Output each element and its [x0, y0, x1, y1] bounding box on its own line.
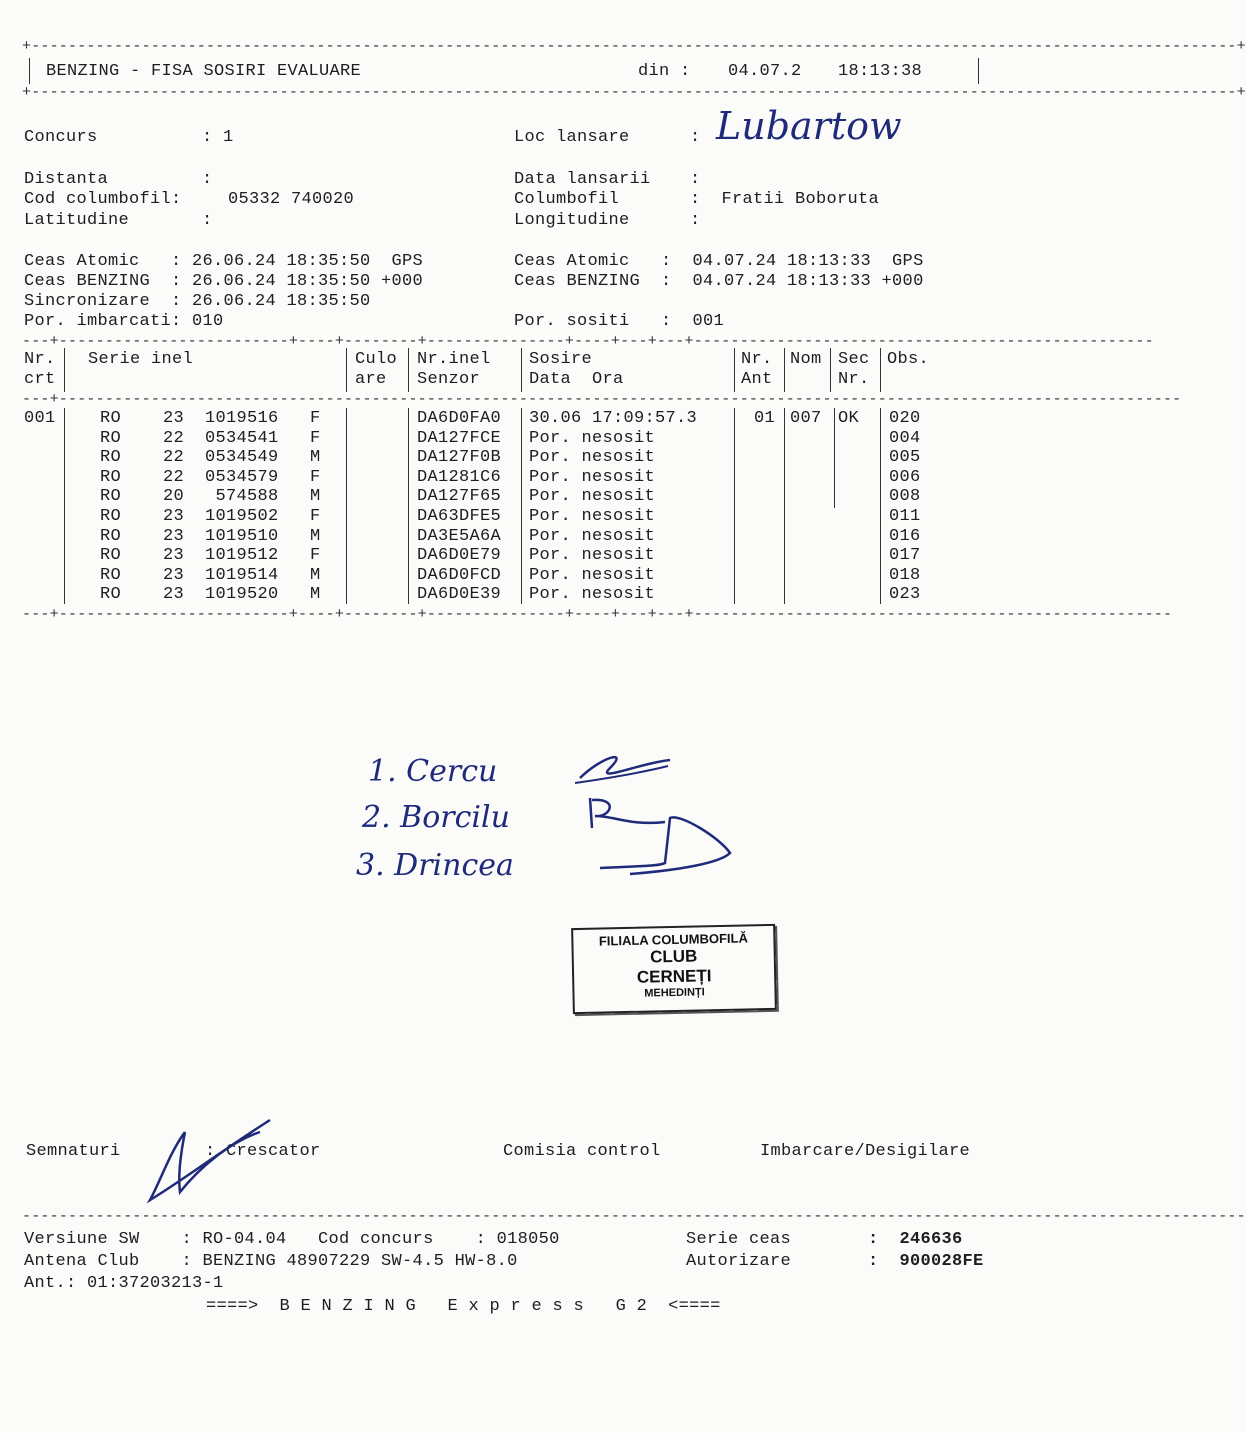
cell-obs: 020: [889, 409, 921, 428]
th-obs: Obs.: [887, 350, 930, 369]
cell-ring: RO 23 1019514 M: [100, 565, 321, 585]
cell-sosire: Por. nesosit: [529, 448, 656, 468]
cell-obs: 005: [889, 448, 921, 468]
cell-senzor: DA6D0FA0: [417, 409, 502, 428]
header-border-right: [978, 58, 979, 84]
distanta-value: :: [202, 170, 213, 189]
cell-obs: 017: [889, 546, 921, 566]
stamp-line-2: CLUB: [649, 946, 698, 967]
stamp-line-3: CERNEȚI: [636, 966, 712, 987]
imbarcare-label: Imbarcare/Desigilare: [760, 1142, 971, 1161]
col-sep: [734, 408, 735, 604]
cell-senzor: DA127FCE: [417, 428, 502, 448]
col-sep: [521, 348, 522, 392]
concurs-value: : 1: [202, 128, 234, 147]
data-lansarii-label: Data lansarii: [514, 170, 651, 189]
th-ant: Ant: [741, 370, 773, 389]
cell-senzor: DA1281C6: [417, 467, 502, 487]
th-are: are: [355, 370, 387, 389]
benzing-express-banner: ====> B E N Z I N G E x p r e s s G 2 <====: [206, 1297, 721, 1316]
cell-senzor: DA6D0E39: [417, 585, 502, 605]
header-border-left: [29, 58, 30, 84]
cell-ring: RO 23 1019502 F: [100, 507, 321, 526]
table-border-bottom: ---+-------------------------+----+--------+---------------+----+---+---+----------------------------------------------------: [22, 606, 1173, 623]
data-lansarii-value: :: [690, 170, 701, 189]
th-nr: Nr.: [24, 350, 56, 369]
cell-sosire: Por. nesosit: [529, 585, 656, 605]
th-culo: Culo: [355, 350, 398, 369]
clock-right-4: Por. sositi : 001: [514, 312, 725, 331]
cell-sosire: Por. nesosit: [529, 526, 656, 546]
cell-obs: 018: [889, 565, 921, 585]
cell-sosire: Por. nesosit: [529, 507, 656, 526]
th-sec-nr: Nr.: [838, 370, 870, 389]
col-sep: [64, 348, 65, 392]
loc-lansare-label: Loc lansare: [514, 128, 630, 147]
cell-senzor: DA3E5A6A: [417, 526, 502, 546]
cod-columbofil-value: 05332 740020: [228, 190, 355, 209]
cod-columbofil-label: Cod columbofil:: [24, 190, 182, 209]
handwritten-item-2: 2. Borcilu: [362, 800, 510, 835]
cell-senzor: DA127F65: [417, 487, 502, 507]
cell-ring: RO 23 1019520 M: [100, 585, 321, 605]
cell-obs: 011: [889, 507, 921, 526]
header-border-top: +-----------------------------------------------------------------------------------------------------------------------------------+: [22, 38, 1246, 55]
cell-ring: RO 23 1019510 M: [100, 526, 321, 546]
th-senzor: Senzor: [417, 370, 481, 389]
club-stamp: [571, 924, 777, 1014]
col-sep: [346, 348, 347, 392]
longitudine-label: Longitudine: [514, 211, 630, 230]
cell-senzor: DA63DFE5: [417, 507, 502, 526]
cell-obs: 016: [889, 526, 921, 546]
cell-obs: 004: [889, 428, 921, 448]
th-crt: crt: [24, 370, 56, 389]
col-sep: [408, 408, 409, 604]
stamp-line-1: FILIALA COLUMBOFILĂ: [598, 930, 749, 949]
cell-ring: RO 23 1019516 F: [100, 409, 321, 428]
autorizare-label: Autorizare: [686, 1252, 792, 1271]
cell-obs: 023: [889, 585, 921, 605]
clock-left-4: Por. imbarcati: 010: [24, 312, 224, 331]
header-time: 18:13:38: [838, 62, 923, 81]
table-border-top: ---+-------------------------+----+--------+---------------+----+---+---+--------------------------------------------------: [22, 333, 1154, 350]
th-nr-inel: Nr.inel: [417, 350, 491, 369]
col-sep: [346, 408, 347, 604]
cell-senzor: DA6D0E79: [417, 546, 502, 566]
th-sosire: Sosire: [529, 350, 593, 369]
cell-ant: 01: [754, 409, 776, 428]
cell-sosire: Por. nesosit: [529, 565, 656, 585]
semnaturi-label: Semnaturi: [26, 1142, 121, 1161]
clock-left-1: Ceas Atomic : 26.06.24 18:35:50 GPS: [24, 252, 424, 271]
footer-line-1: Versiune SW : RO-04.04 Cod concurs : 018050: [24, 1230, 560, 1249]
cell-sosire: Por. nesosit: [529, 467, 656, 487]
cell-sosire: Por. nesosit: [529, 428, 656, 448]
cell-obs: 006: [889, 467, 921, 487]
table-header-separator: ---+--------------------------------------------------------------------------------------------------------------------------: [22, 391, 1182, 408]
th-nom: Nom: [790, 350, 822, 369]
col-sep: [408, 348, 409, 392]
th-data-ora: Data Ora: [529, 370, 624, 389]
header-date: 04.07.2: [728, 62, 802, 81]
longitudine-value: :: [690, 211, 701, 230]
cell-sosire: Por. nesosit: [529, 487, 656, 507]
footer-line-2: Antena Club : BENZING 48907229 SW-4.5 HW-8.0: [24, 1252, 518, 1271]
cell-sosire: Por. nesosit: [529, 546, 656, 566]
header-border-bottom: +-----------------------------------------------------------------------------------------------------------------------------------+: [22, 84, 1246, 101]
stamp-line-4: MEHEDINȚI: [644, 986, 705, 1000]
handwritten-signatures: [570, 738, 740, 878]
crescator-signature: [140, 1112, 280, 1208]
col-sep: [834, 408, 835, 508]
cell-senzor: DA127F0B: [417, 448, 502, 468]
cell-ring: RO 23 1019512 F: [100, 546, 321, 566]
col-sep: [830, 348, 831, 392]
cell-ring: RO 22 0534579 F: [100, 467, 321, 487]
crescator-label: : Crescator: [205, 1142, 321, 1161]
handwritten-item-1: 1. Cercu: [368, 754, 498, 789]
cell-ring: RO 20 574588 M: [100, 487, 321, 507]
th-sec: Sec: [838, 350, 870, 369]
th-serie-inel: Serie inel: [88, 350, 194, 369]
col-sep: [880, 348, 881, 392]
cell-nr: 001: [24, 409, 56, 428]
col-sep: [784, 348, 785, 392]
loc-lansare-handwritten: Lubartow: [716, 104, 902, 148]
serie-ceas-value: : 246636: [868, 1230, 963, 1249]
footer-line-3: Ant.: 01:37203213-1: [24, 1274, 224, 1293]
columbofil-label: Columbofil: [514, 190, 620, 209]
clock-right-2: Ceas BENZING : 04.07.24 18:13:33 +000: [514, 272, 924, 291]
cell-sec: OK: [838, 409, 860, 428]
autorizare-value: : 900028FE: [868, 1252, 984, 1271]
footer-separator: -------------------------------------------------------------------------------------------------------------------------------------: [22, 1208, 1246, 1225]
col-sep: [784, 408, 785, 604]
columbofil-value: : Fratii Boboruta: [690, 190, 880, 209]
header-din-label: din :: [638, 62, 691, 81]
cell-obs: 008: [889, 487, 921, 507]
th-nr-ant: Nr.: [741, 350, 773, 369]
col-sep: [521, 408, 522, 604]
latitudine-value: :: [202, 211, 213, 230]
clock-left-2: Ceas BENZING : 26.06.24 18:35:50 +000: [24, 272, 424, 291]
cell-sosire: 30.06 17:09:57.3: [529, 409, 698, 428]
latitudine-label: Latitudine: [24, 211, 130, 230]
serie-ceas-label: Serie ceas: [686, 1230, 792, 1249]
handwritten-item-3: 3. Drincea: [356, 848, 514, 883]
col-sep: [880, 408, 881, 604]
concurs-label: Concurs: [24, 128, 98, 147]
page-title: BENZING - FISA SOSIRI EVALUARE: [46, 62, 362, 81]
distanta-label: Distanta: [24, 170, 109, 189]
comisia-label: Comisia control: [503, 1142, 661, 1161]
cell-ring: RO 22 0534549 M: [100, 448, 321, 468]
col-sep: [734, 348, 735, 392]
clock-right-1: Ceas Atomic : 04.07.24 18:13:33 GPS: [514, 252, 924, 271]
cell-senzor: DA6D0FCD: [417, 565, 502, 585]
clock-left-3: Sincronizare : 26.06.24 18:35:50: [24, 292, 371, 311]
loc-lansare-colon: :: [690, 128, 701, 147]
col-sep: [64, 408, 65, 604]
cell-nom: 007: [790, 409, 822, 428]
cell-ring: RO 22 0534541 F: [100, 428, 321, 448]
